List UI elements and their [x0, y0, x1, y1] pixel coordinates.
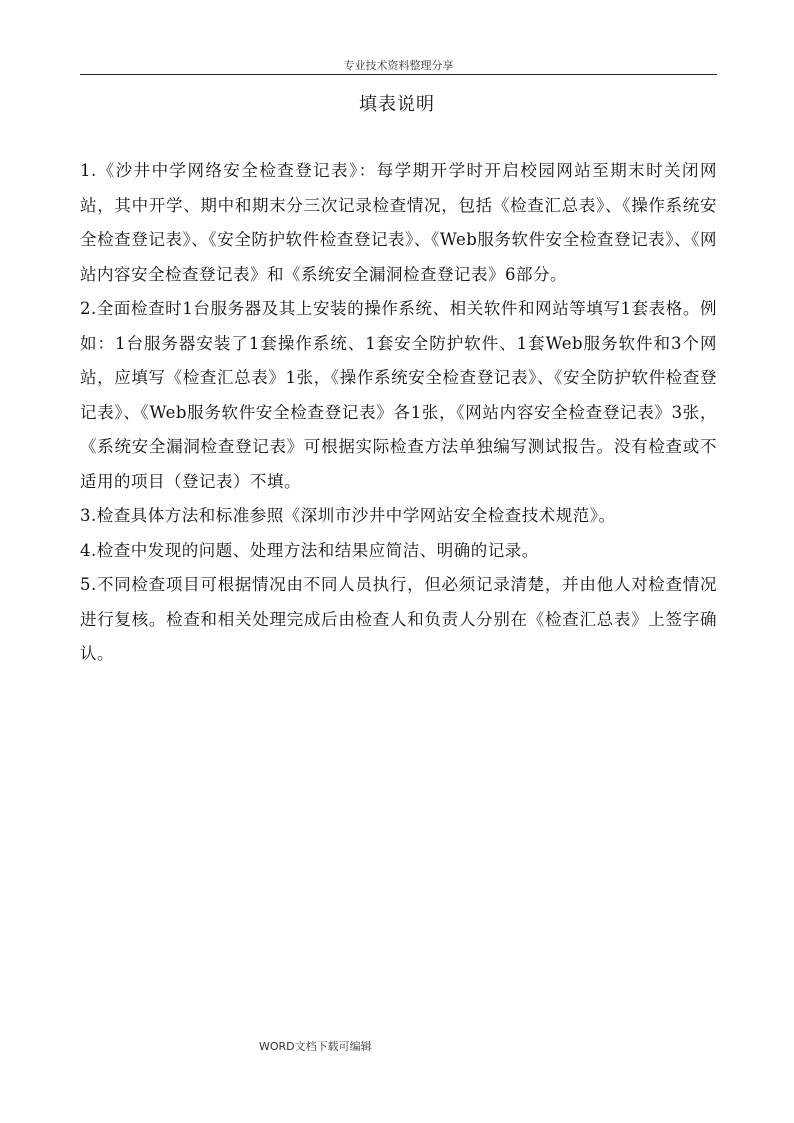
document-title: 填表说明	[359, 94, 435, 115]
paragraph-3: 3.检查具体方法和标准参照《深圳市沙井中学网站安全检查技术规范》。	[80, 506, 616, 525]
paragraph-5: 5.不同检查项目可根据情况由不同人员执行，但必须记录清楚，并由他人对检查情况进行复核。检查和相关处理完成后由检查人和负责人分别在《检查汇总表》上签字确认。	[80, 575, 717, 663]
page-footer: WORD文档下载可编辑	[259, 1040, 372, 1053]
header-text: 专业技术资料整理分享	[343, 59, 454, 72]
paragraph-1: 1.《沙井中学网络安全检查登记表》：每学期开学时开启校园网站至期末时关闭网站，其中开学、期中和期末分三次记录检查情况，包括《检查汇总表》、《操作系统安全检查登记表》、《安全防护软件检查登记表》、《Web服务软件安全检查登记表》、《网站内容安全检查登记表》和《系统安全漏洞检查登记表》6部分。	[80, 161, 717, 284]
page-header	[80, 54, 717, 75]
document-body	[80, 154, 717, 672]
paragraph-4: 4.检查中发现的问题、处理方法和结果应简洁、明确的记录。	[80, 540, 539, 560]
paragraph-2: 2.全面检查时1台服务器及其上安装的操作系统、相关软件和网站等填写1套表格。例如：1台服务器安装了1套操作系统、1套安全防护软件、1套Web服务软件和3个网站，应填写《检查汇总表》1张，《操作系统安全检查登记表》、《安全防护软件检查登记表》、《Web服务软件安全检查登记表》各1张，《网站内容安全检查登记表》3张，《系统安全漏洞检查登记表》可根据实际检查方法单独编写测试报告。没有检查或不适用的项目（登记表）不填。	[80, 299, 717, 491]
